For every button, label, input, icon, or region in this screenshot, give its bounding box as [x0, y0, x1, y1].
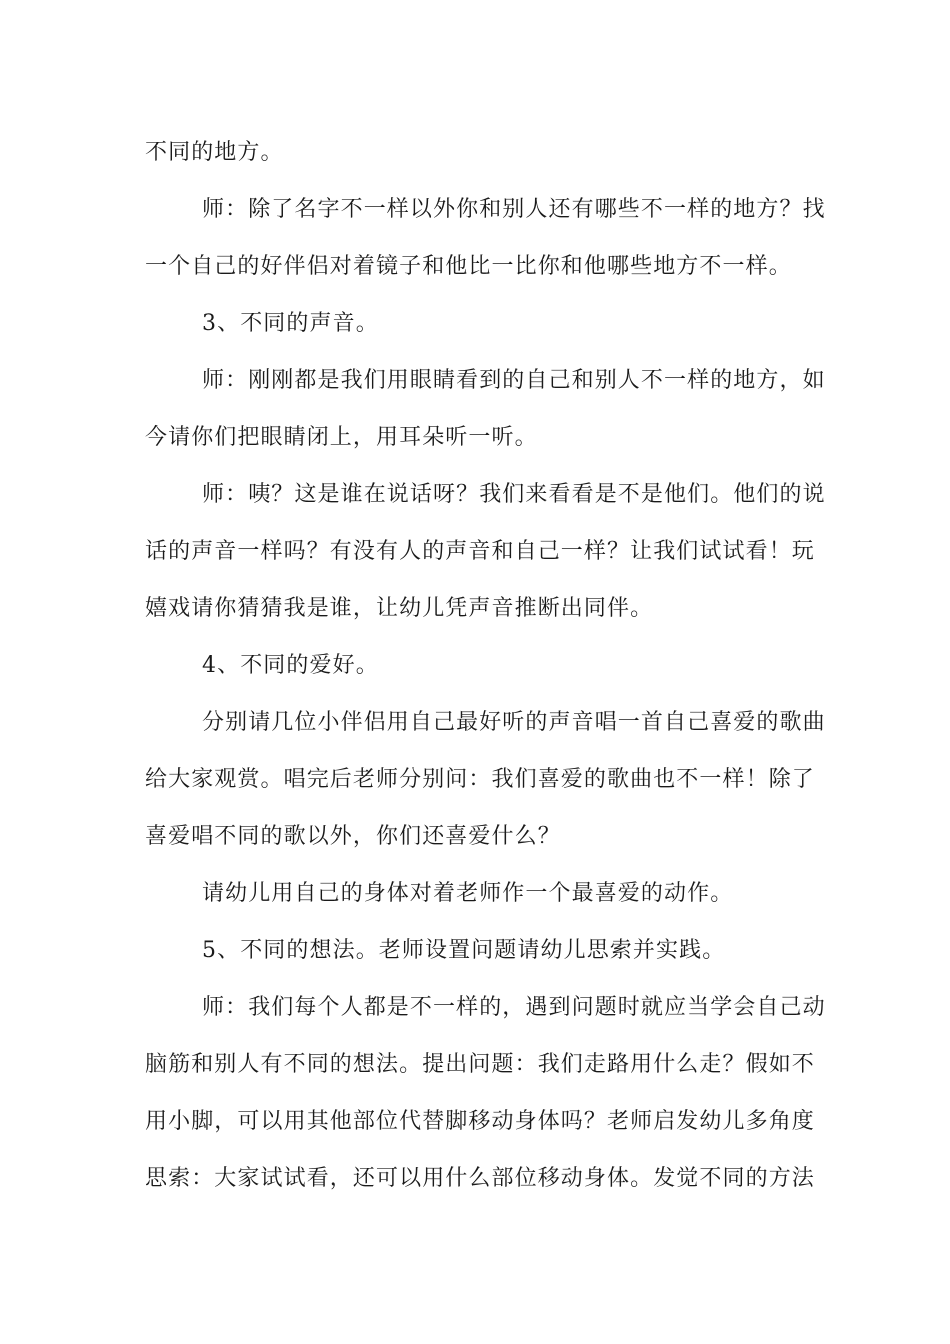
text-line: 请幼儿用自己的身体对着老师作一个最喜爱的动作。: [202, 881, 734, 906]
text-line: 给大家观赏。唱完后老师分别问：我们喜爱的歌曲也不一样！除了: [145, 767, 815, 792]
text-line: 一个自己的好伴侣对着镜子和他比一比你和他哪些地方不一样。: [145, 254, 792, 279]
section-heading-3: 3、不同的声音。: [202, 311, 379, 336]
section-heading-5: 5、不同的想法。老师设置问题请幼儿思索并实践。: [202, 938, 726, 963]
text-line: 师：刚刚都是我们用眼睛看到的自己和别人不一样的地方，如: [202, 368, 826, 393]
section-heading-4: 4、不同的爱好。: [202, 653, 379, 678]
document-body: [145, 124, 826, 1207]
text-line: 分别请几位小伴侣用自己最好听的声音唱一首自己喜爱的歌曲: [202, 710, 826, 735]
text-line: 嬉戏请你猜猜我是谁，让幼儿凭声音推断出同伴。: [145, 596, 654, 621]
text-line: 脑筋和别人有不同的想法。提出问题：我们走路用什么走？假如不: [145, 1052, 815, 1077]
text-line: 师：我们每个人都是不一样的，遇到问题时就应当学会自己动: [202, 995, 826, 1020]
text-line: 不同的地方。: [145, 140, 284, 165]
text-line: 思索：大家试试看，还可以用什么部位移动身体。发觉不同的方法: [145, 1166, 815, 1191]
text-line: 师：除了名字不一样以外你和别人还有哪些不一样的地方？找: [202, 197, 826, 222]
text-line: 今请你们把眼睛闭上，用耳朵听一听。: [145, 425, 538, 450]
text-line: 喜爱唱不同的歌以外，你们还喜爱什么？: [145, 824, 561, 849]
text-line: 用小脚，可以用其他部位代替脚移动身体吗？老师启发幼儿多角度: [145, 1109, 815, 1134]
text-line: 师：咦？这是谁在说话呀？我们来看看是不是他们。他们的说: [202, 482, 826, 507]
text-line: 话的声音一样吗？有没有人的声音和自己一样？让我们试试看！玩: [145, 539, 815, 564]
